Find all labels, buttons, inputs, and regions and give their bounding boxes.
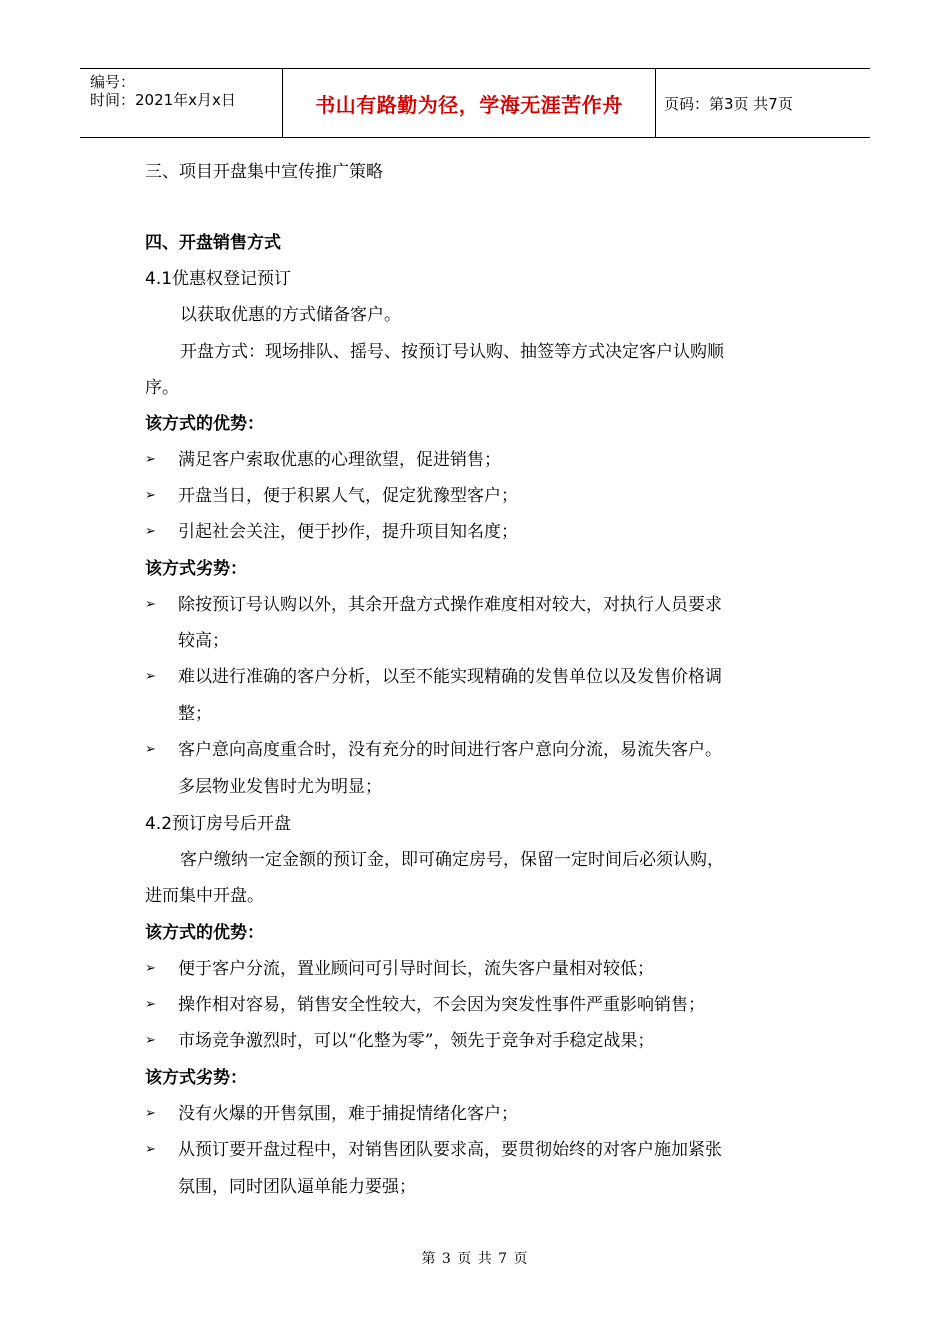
list-item: 客户意向高度重合时，没有充分的时间进行客户意向分流，易流失客户。 bbox=[178, 740, 722, 760]
bullet-arrow-icon: ➢ bbox=[145, 1033, 156, 1048]
section3-title: 三、项目开盘集中宣传推广策略 bbox=[145, 162, 383, 182]
number-label: 编号： bbox=[90, 73, 136, 91]
list-item: 满足客户索取优惠的心理欲望，促进销售； bbox=[178, 450, 501, 470]
bullet-arrow-icon: ➢ bbox=[145, 488, 156, 503]
header-meta-cell bbox=[80, 69, 282, 137]
sub2-dis-title: 该方式劣势： bbox=[145, 1068, 247, 1088]
list-item: 没有火爆的开售氛围，难于捕捉情绪化客户； bbox=[178, 1104, 518, 1124]
bullet-arrow-icon: ➢ bbox=[145, 997, 156, 1012]
list-item: 除按预订号认购以外，其余开盘方式操作难度相对较大，对执行人员要求 bbox=[178, 595, 722, 615]
bullet-arrow-icon: ➢ bbox=[145, 1142, 156, 1157]
sub1-paragraph-1: 以获取优惠的方式储备客户。 bbox=[180, 305, 401, 325]
date-line: 时间：2021年x月x日 bbox=[90, 91, 236, 109]
bullet-arrow-icon: ➢ bbox=[145, 452, 156, 467]
bullet-arrow-icon: ➢ bbox=[145, 597, 156, 612]
bullet-arrow-icon: ➢ bbox=[145, 742, 156, 757]
list-item-cont: 较高； bbox=[178, 631, 229, 651]
sub1-paragraph-2-cont: 序。 bbox=[145, 378, 179, 398]
page-footer: 第 3 页 共 7 页 bbox=[421, 1251, 529, 1267]
sub1-dis-title: 该方式劣势： bbox=[145, 559, 247, 579]
bullet-arrow-icon: ➢ bbox=[145, 1106, 156, 1121]
list-item: 开盘当日，便于积累人气，促定犹豫型客户； bbox=[178, 486, 518, 506]
sub2-title: 4.2预订房号后开盘 bbox=[145, 814, 292, 834]
page-info: 页码：第3页 共7页 bbox=[664, 94, 793, 113]
bullet-arrow-icon: ➢ bbox=[145, 669, 156, 684]
sub1-adv-title: 该方式的优势： bbox=[145, 414, 264, 434]
bullet-arrow-icon: ➢ bbox=[145, 961, 156, 976]
list-item: 便于客户分流，置业顾问可引导时间长，流失客户量相对较低； bbox=[178, 959, 654, 979]
motto: 书山有路勤为径，学海无涯苦作舟 bbox=[315, 92, 623, 117]
list-item-cont: 多层物业发售时尤为明显； bbox=[178, 777, 382, 797]
sub1-title: 4.1优惠权登记预订 bbox=[145, 269, 292, 289]
list-item: 从预订要开盘过程中，对销售团队要求高，要贯彻始终的对客户施加紧张 bbox=[178, 1140, 722, 1160]
sub1-paragraph-2: 开盘方式：现场排队、摇号、按预订号认购、抽签等方式决定客户认购顺 bbox=[180, 342, 724, 362]
list-item: 难以进行准确的客户分析，以至不能实现精确的发售单位以及发售价格调 bbox=[178, 667, 722, 687]
page-header bbox=[80, 68, 870, 138]
sub2-adv-title: 该方式的优势： bbox=[145, 923, 264, 943]
sub2-paragraph-1-cont: 进而集中开盘。 bbox=[145, 886, 264, 906]
list-item: 操作相对容易，销售安全性较大，不会因为突发性事件严重影响销售； bbox=[178, 995, 705, 1015]
list-item-cont: 氛围，同时团队逼单能力要强； bbox=[178, 1177, 416, 1197]
list-item-cont: 整； bbox=[178, 704, 212, 724]
sub2-paragraph-1: 客户缴纳一定金额的预订金，即可确定房号，保留一定时间后必须认购， bbox=[180, 850, 724, 870]
header-motto-cell bbox=[282, 69, 656, 137]
list-item: 市场竞争激烈时，可以“化整为零”，领先于竞争对手稳定战果； bbox=[178, 1031, 655, 1051]
list-item: 引起社会关注，便于抄作，提升项目知名度； bbox=[178, 522, 518, 542]
bullet-arrow-icon: ➢ bbox=[145, 524, 156, 539]
header-page-cell bbox=[656, 69, 878, 137]
section4-title: 四、开盘销售方式 bbox=[145, 233, 281, 253]
